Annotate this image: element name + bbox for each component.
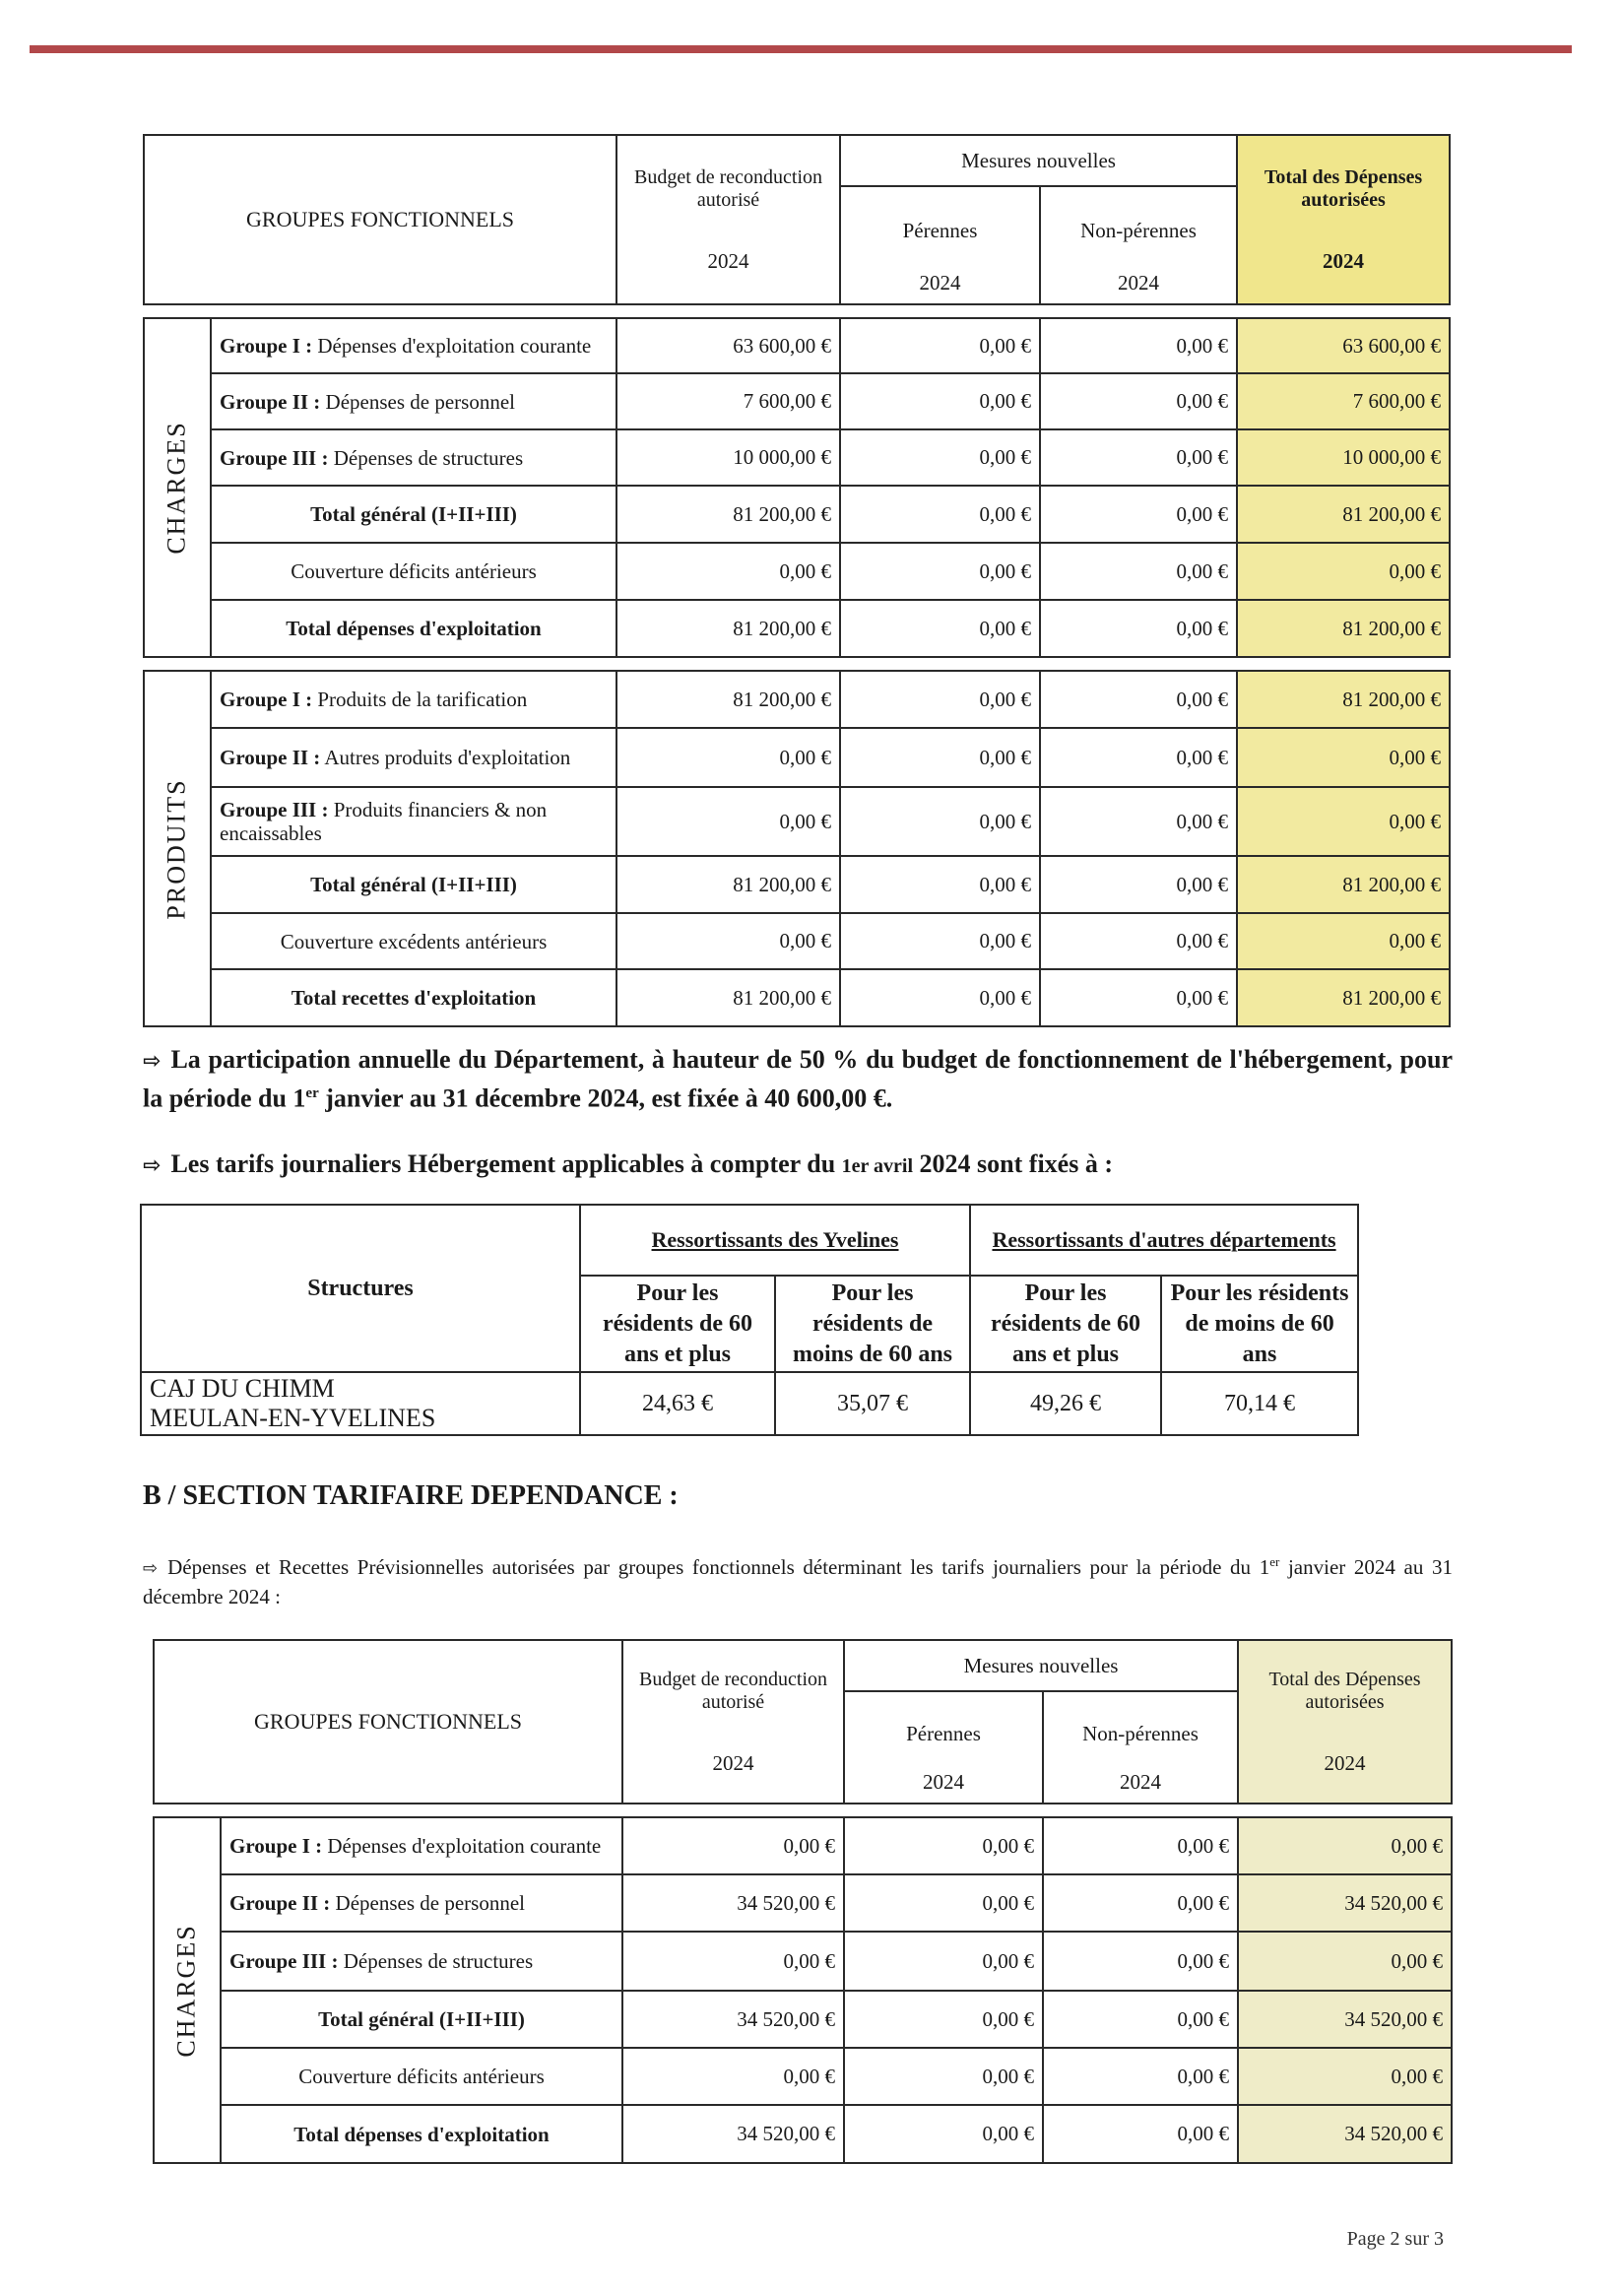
value-non-perennes: 0,00 € (1043, 1817, 1238, 1874)
header-non-perennes (1044, 1692, 1237, 1803)
row-label (211, 486, 616, 543)
value-total: 81 200,00 € (1237, 600, 1450, 657)
row-label (211, 318, 616, 373)
value-budget: 34 520,00 € (622, 1991, 844, 2048)
row-label-text: Produits de la tarification (317, 688, 528, 711)
table-row (144, 969, 1450, 1026)
structure-name (141, 1372, 580, 1435)
row-label (221, 2048, 622, 2105)
row-label (211, 728, 616, 787)
table-header-row (144, 135, 1450, 304)
row-label-text: Dépenses de structures (333, 445, 524, 470)
text-part: 1er avril (841, 1155, 914, 1177)
row-label-group: Total dépenses d'exploitation (293, 2122, 550, 2146)
header-year: 2024 (919, 271, 961, 295)
value-perennes: 0,00 € (844, 1932, 1043, 1991)
value-non-perennes: 0,00 € (1040, 429, 1237, 486)
table-row (144, 728, 1450, 787)
header-non-perennes (1041, 187, 1236, 303)
value-non-perennes: 0,00 € (1043, 1874, 1238, 1932)
value-budget: 0,00 € (622, 1817, 844, 1874)
row-label (211, 373, 616, 429)
row-label-group: Total général (I+II+III) (318, 2007, 525, 2031)
value-non-perennes: 0,00 € (1040, 913, 1237, 969)
value-perennes: 0,00 € (844, 1817, 1043, 1874)
row-label-text: Dépenses de personnel (335, 1891, 525, 1915)
row-label (211, 856, 616, 913)
row-label-group: Groupe I : (220, 688, 313, 711)
value-total: 81 200,00 € (1237, 486, 1450, 543)
col-plus60-autres: Pour les résidents de 60 ans et plus (970, 1276, 1161, 1372)
table-row (141, 1372, 1358, 1435)
row-label-group: Groupe III : (220, 445, 329, 470)
value-budget: 81 200,00 € (616, 671, 840, 728)
value-perennes: 0,00 € (840, 856, 1040, 913)
section-side-label (154, 1817, 221, 2163)
value-total: 0,00 € (1237, 913, 1450, 969)
row-label-text: Dépenses de structures (343, 1949, 534, 1973)
structure-line: CAJ DU CHIMM (150, 1374, 335, 1403)
header-perennes-label: Pérennes (902, 219, 978, 242)
row-label-group: Total général (I+II+III) (310, 873, 517, 896)
text-part: 2024 sont fixés à : (913, 1149, 1113, 1178)
table-row (144, 600, 1450, 657)
header-year: 2024 (712, 1750, 754, 1775)
value-budget: 34 520,00 € (622, 1874, 844, 1932)
value-budget: 0,00 € (622, 2048, 844, 2105)
table-row (144, 543, 1450, 600)
header-budget (622, 1640, 844, 1804)
header-total-label: Total des Dépenses autorisées (1268, 1668, 1421, 1713)
value-non-perennes: 0,00 € (1040, 373, 1237, 429)
col-moins60-autres: Pour les résidents de moins de 60 ans (1161, 1276, 1358, 1372)
text-part: Les tarifs journaliers Hébergement applicables à compter du (170, 1149, 842, 1178)
table-row (154, 1874, 1452, 1932)
value-perennes: 0,00 € (840, 728, 1040, 787)
header-groupes: GROUPES FONCTIONNELS (154, 1640, 622, 1804)
value-total: 10 000,00 € (1237, 429, 1450, 486)
header-mesures (840, 135, 1237, 304)
value-non-perennes: 0,00 € (1040, 600, 1237, 657)
row-label (221, 1817, 622, 1874)
value-total: 7 600,00 € (1237, 373, 1450, 429)
value-total: 81 200,00 € (1237, 856, 1450, 913)
header-non-perennes-label: Non-pérennes (1080, 219, 1197, 242)
yvelines-header (580, 1205, 970, 1276)
table-row (154, 1932, 1452, 1991)
section-side-text: PRODUITS (162, 777, 192, 920)
table-row (154, 1817, 1452, 1874)
value-perennes: 0,00 € (840, 969, 1040, 1026)
row-label (211, 787, 616, 856)
value-total: 0,00 € (1237, 787, 1450, 856)
row-label-text: Couverture déficits antérieurs (298, 2065, 545, 2088)
value-total: 0,00 € (1237, 543, 1450, 600)
value-non-perennes: 0,00 € (1043, 1991, 1238, 2048)
header-mesures-label: Mesures nouvelles (845, 1641, 1237, 1692)
section-b-paragraph (143, 1548, 1453, 1610)
tarifs-table (140, 1204, 1359, 1436)
row-label-group: Groupe II : (229, 1891, 331, 1915)
value-budget: 34 520,00 € (622, 2105, 844, 2163)
row-label-text: Couverture déficits antérieurs (291, 559, 537, 583)
value-budget: 81 200,00 € (616, 600, 840, 657)
section-side-text: CHARGES (172, 1923, 202, 2058)
value-perennes: 0,00 € (840, 787, 1040, 856)
table-header-row (154, 1640, 1452, 1804)
value-non-perennes: 0,00 € (1043, 2105, 1238, 2163)
row-label-group: Total recettes d'exploitation (291, 986, 537, 1010)
value-budget: 0,00 € (616, 913, 840, 969)
row-label (211, 600, 616, 657)
row-label-text: Autres produits d'exploitation (324, 746, 571, 769)
value-perennes: 0,00 € (840, 318, 1040, 373)
header-budget (616, 135, 840, 304)
section-side-label (144, 671, 211, 1026)
text-part: janvier 2024 au 31 décembre 2024 : (143, 1555, 1453, 1608)
row-label-group: Groupe II : (220, 746, 321, 769)
value-non-perennes: 0,00 € (1043, 1932, 1238, 1991)
charges-section (144, 318, 1450, 657)
header-year: 2024 (1120, 1770, 1162, 1794)
header-mesures (844, 1640, 1238, 1804)
value-total: 0,00 € (1238, 1817, 1452, 1874)
value-perennes: 0,00 € (840, 543, 1040, 600)
table-row (154, 2105, 1452, 2163)
row-label-group: Groupe III : (220, 798, 329, 821)
row-label (211, 969, 616, 1026)
row-label-group: Total général (I+II+III) (310, 502, 517, 526)
header-year: 2024 (707, 248, 749, 273)
tarifs-intro-paragraph (143, 1148, 1453, 1182)
header-budget-label: Budget de reconduction autorisé (633, 165, 823, 211)
table-row (144, 318, 1450, 373)
budget-table-hebergement (143, 134, 1451, 1027)
text-sup: er (1269, 1554, 1280, 1569)
value-total: 0,00 € (1238, 2048, 1452, 2105)
row-label-group: Groupe III : (229, 1949, 339, 1973)
structures-header: Structures (141, 1205, 580, 1372)
section-b-title: B / SECTION TARIFAIRE DEPENDANCE : (143, 1480, 679, 1511)
arrow-icon: ⇨ (143, 1153, 162, 1178)
yvelines-header-label: Ressortissants des Yvelines (651, 1227, 899, 1252)
table-row (144, 429, 1450, 486)
value-budget: 81 200,00 € (616, 856, 840, 913)
value-total: 34 520,00 € (1238, 1874, 1452, 1932)
col-moins60-yvelines: Pour les résidents de moins de 60 ans (775, 1276, 970, 1372)
value-perennes: 0,00 € (840, 913, 1040, 969)
row-label (211, 671, 616, 728)
value-non-perennes: 0,00 € (1040, 486, 1237, 543)
row-label (221, 2105, 622, 2163)
charges-section (154, 1817, 1452, 2163)
table-row (144, 486, 1450, 543)
row-label-group: Total dépenses d'exploitation (286, 617, 542, 640)
header-year: 2024 (923, 1770, 964, 1794)
value-total: 81 200,00 € (1237, 671, 1450, 728)
row-label-group: Groupe II : (220, 389, 321, 414)
top-rule (30, 45, 1572, 53)
header-non-perennes-label: Non-pérennes (1082, 1722, 1199, 1745)
row-label-group: Groupe I : (229, 1834, 323, 1858)
header-total-label: Total des Dépenses autorisées (1264, 165, 1423, 211)
value-budget: 0,00 € (616, 787, 840, 856)
value-budget: 81 200,00 € (616, 969, 840, 1026)
page-number: Page 2 sur 3 (1346, 2228, 1444, 2250)
value-perennes: 0,00 € (844, 2105, 1043, 2163)
table-row (154, 1991, 1452, 2048)
text-sup: er (305, 1085, 319, 1101)
row-label (221, 1932, 622, 1991)
row-label-group: Groupe I : (220, 334, 313, 358)
value-total: 34 520,00 € (1238, 2105, 1452, 2163)
value-non-perennes: 0,00 € (1040, 318, 1237, 373)
text-part: Dépenses et Recettes Prévisionnelles autorisées par groupes fonctionnels déterminant les tarifs journaliers pour la période du 1 (167, 1555, 1270, 1579)
value-non-perennes: 0,00 € (1040, 728, 1237, 787)
row-label-text: Couverture excédents antérieurs (280, 929, 548, 953)
row-label (221, 1874, 622, 1932)
header-perennes (841, 187, 1041, 303)
value-non-perennes: 0,00 € (1040, 671, 1237, 728)
table-row (144, 373, 1450, 429)
row-label-text: Dépenses d'exploitation courante (317, 334, 592, 358)
value-perennes: 0,00 € (844, 1874, 1043, 1932)
table-row (144, 856, 1450, 913)
value-budget: 81 200,00 € (616, 486, 840, 543)
arrow-icon: ⇨ (143, 1558, 159, 1579)
value-total: 81 200,00 € (1237, 969, 1450, 1026)
value-non-perennes: 0,00 € (1040, 856, 1237, 913)
table-row (144, 787, 1450, 856)
value-perennes: 0,00 € (840, 600, 1040, 657)
value-perennes: 0,00 € (844, 1991, 1043, 2048)
table-row (144, 913, 1450, 969)
budget-table-dependance (153, 1639, 1453, 2164)
table-row (154, 2048, 1452, 2105)
row-label-text: Dépenses de personnel (325, 389, 515, 414)
value-non-perennes: 0,00 € (1040, 787, 1237, 856)
section-side-label (144, 318, 211, 657)
row-label (211, 429, 616, 486)
autres-header-label: Ressortissants d'autres départements (992, 1227, 1336, 1252)
header-perennes-label: Pérennes (906, 1722, 981, 1745)
value-budget: 0,00 € (616, 543, 840, 600)
row-label (211, 543, 616, 600)
tarif-autres-moins60: 70,14 € (1161, 1372, 1358, 1435)
tarif-yvelines-plus60: 24,63 € (580, 1372, 775, 1435)
row-label-text: Dépenses d'exploitation courante (327, 1834, 602, 1858)
produits-section (144, 671, 1450, 1026)
value-non-perennes: 0,00 € (1043, 2048, 1238, 2105)
value-total: 63 600,00 € (1237, 318, 1450, 373)
header-year: 2024 (1323, 248, 1365, 273)
tarif-autres-plus60: 49,26 € (970, 1372, 1161, 1435)
header-total (1237, 135, 1450, 304)
header-year: 2024 (1118, 271, 1160, 295)
tarif-yvelines-moins60: 35,07 € (775, 1372, 970, 1435)
header-total (1238, 1640, 1452, 1804)
col-plus60-yvelines: Pour les résidents de 60 ans et plus (580, 1276, 775, 1372)
value-non-perennes: 0,00 € (1040, 969, 1237, 1026)
value-perennes: 0,00 € (840, 429, 1040, 486)
structure-line: MEULAN-EN-YVELINES (150, 1404, 436, 1432)
header-perennes (845, 1692, 1044, 1803)
text-part: janvier au 31 décembre 2024, est fixée à 40 600,00 €. (318, 1083, 893, 1113)
header-budget-label: Budget de reconduction autorisé (638, 1668, 828, 1713)
value-perennes: 0,00 € (840, 671, 1040, 728)
header-groupes: GROUPES FONCTIONNELS (144, 135, 616, 304)
value-non-perennes: 0,00 € (1040, 543, 1237, 600)
participation-paragraph (143, 1044, 1453, 1115)
row-label-text: Produits financiers & non encaissables (220, 798, 548, 845)
header-mesures-label: Mesures nouvelles (841, 136, 1236, 187)
value-perennes: 0,00 € (844, 2048, 1043, 2105)
value-budget: 10 000,00 € (616, 429, 840, 486)
value-budget: 0,00 € (616, 728, 840, 787)
value-budget: 63 600,00 € (616, 318, 840, 373)
text-part: La participation annuelle du Département, à hauteur de 50 % du budget de fonctionnement de l'hébergement, pour la période du 1 (143, 1045, 1453, 1113)
arrow-icon: ⇨ (143, 1049, 162, 1074)
value-perennes: 0,00 € (840, 486, 1040, 543)
row-label (211, 913, 616, 969)
value-budget: 0,00 € (622, 1932, 844, 1991)
value-perennes: 0,00 € (840, 373, 1040, 429)
row-label (221, 1991, 622, 2048)
value-budget: 7 600,00 € (616, 373, 840, 429)
value-total: 0,00 € (1237, 728, 1450, 787)
header-year: 2024 (1324, 1750, 1366, 1775)
section-side-text: CHARGES (162, 421, 192, 555)
value-total: 34 520,00 € (1238, 1991, 1452, 2048)
value-total: 0,00 € (1238, 1932, 1452, 1991)
autres-header (970, 1205, 1358, 1276)
table-row (144, 671, 1450, 728)
